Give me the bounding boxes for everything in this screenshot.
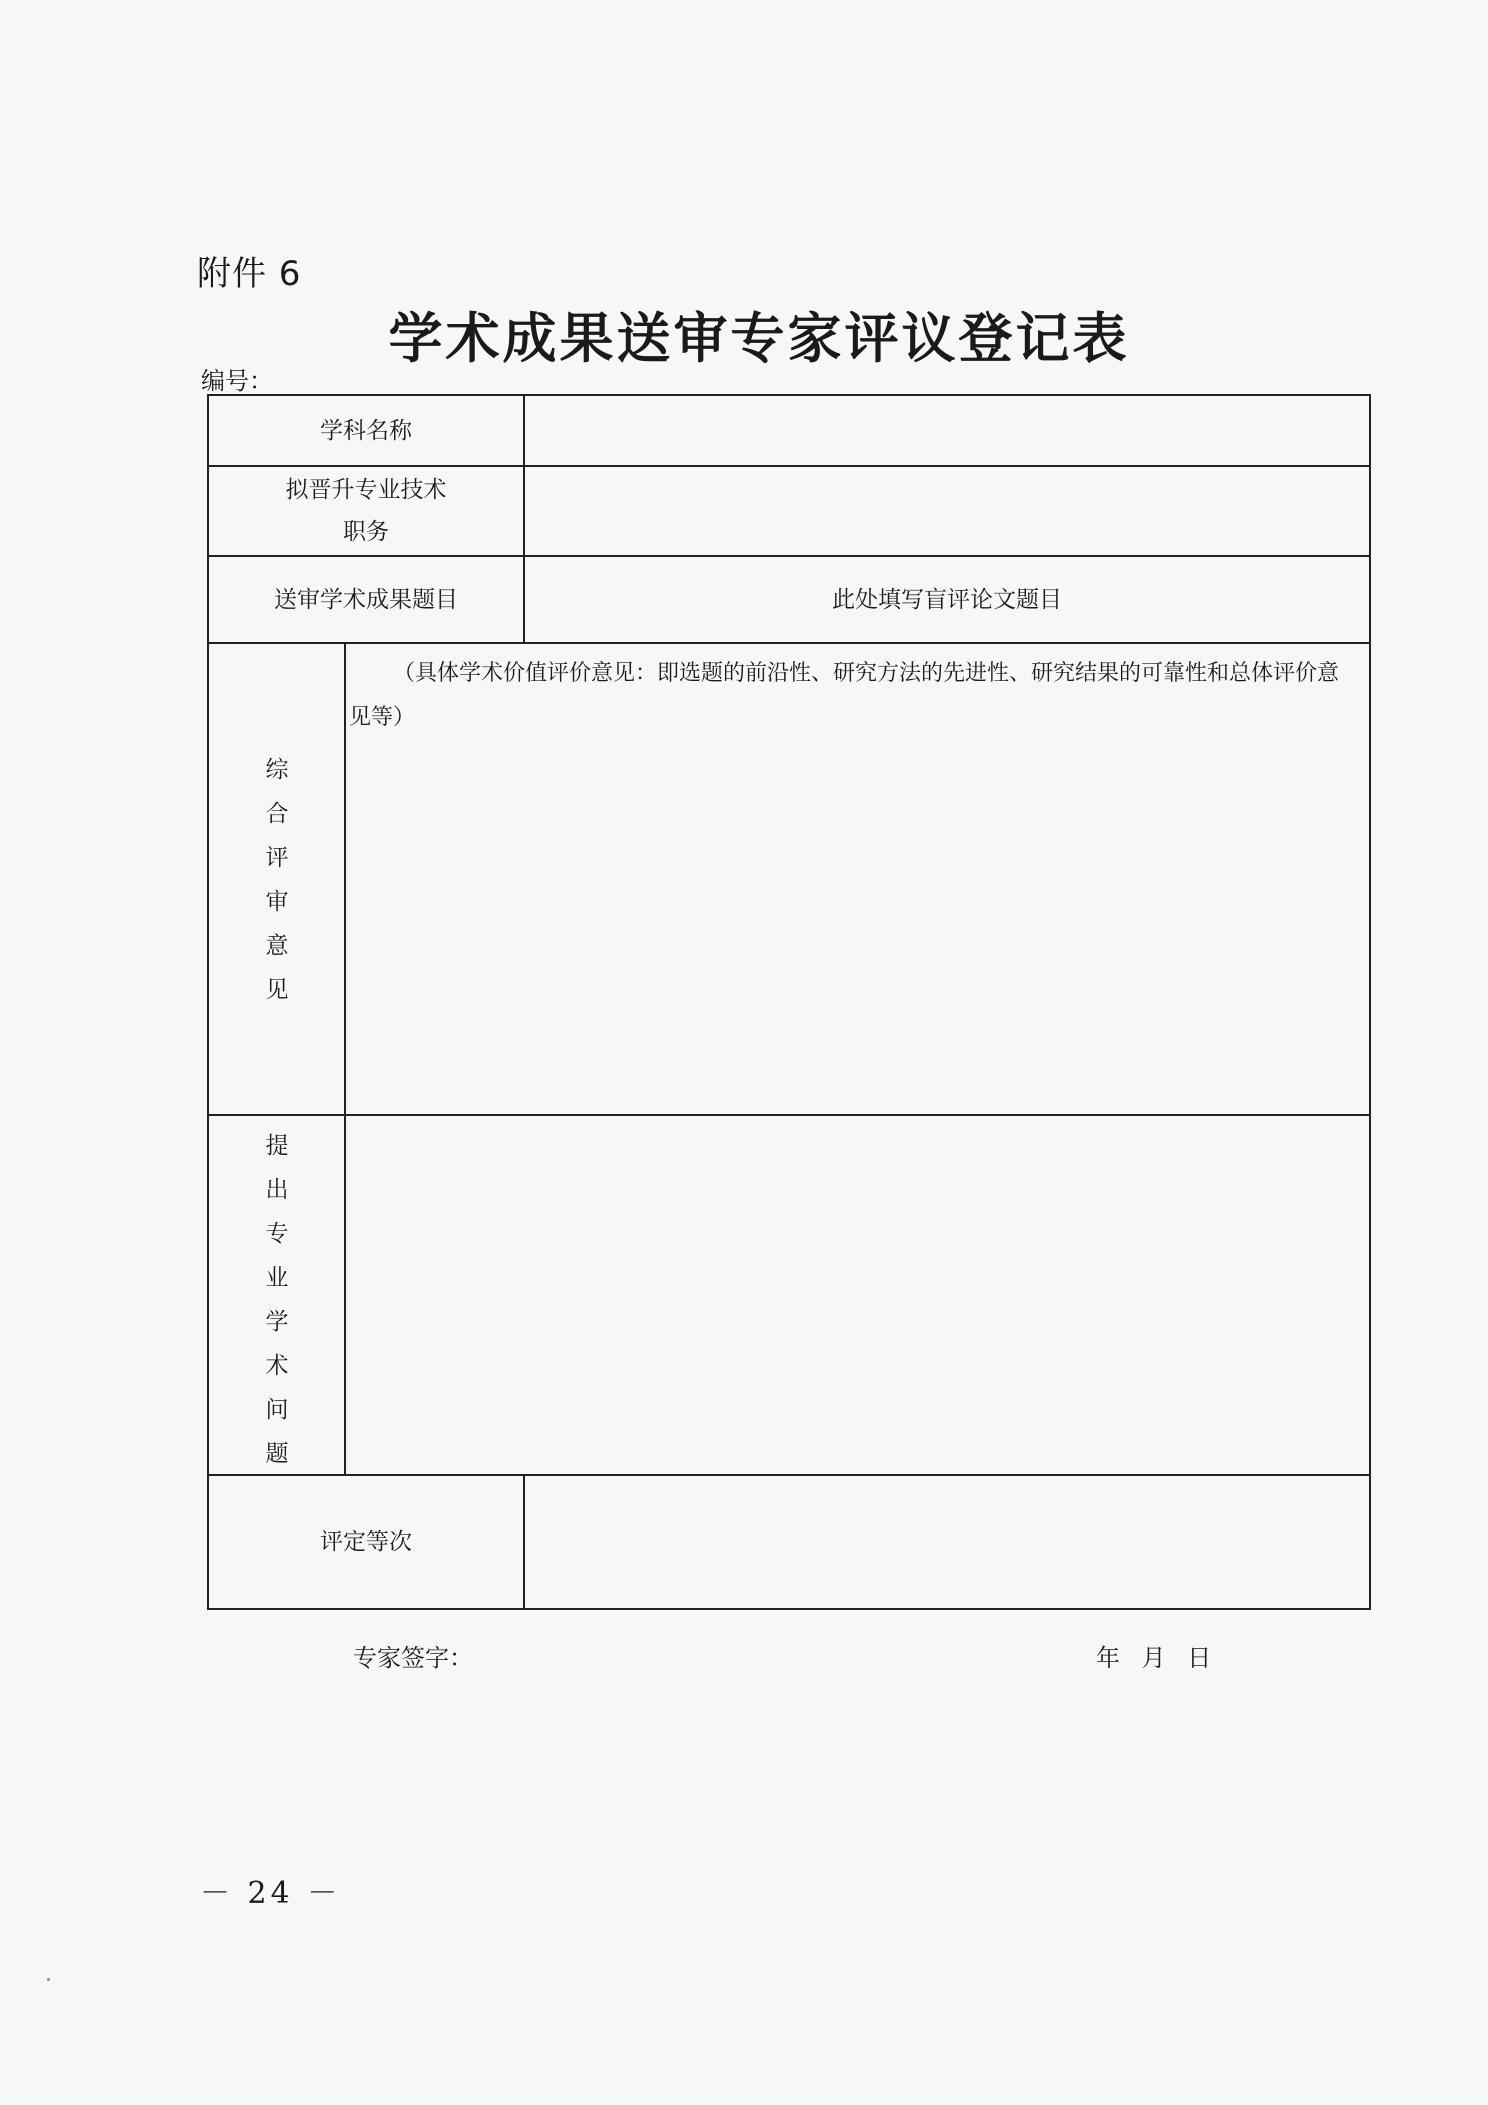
review-label-char: 见 <box>265 977 289 1003</box>
subject-field[interactable] <box>525 396 1369 465</box>
page-number: － 24 － <box>200 1876 342 1911</box>
review-opinion-label <box>252 748 302 1012</box>
work-title-field[interactable]: 此处填写盲评论文题目 <box>832 586 1062 613</box>
date-label: 年 月 日 <box>1096 1644 1212 1672</box>
position-label-line1: 拟晋升专业技术 <box>285 477 447 503</box>
review-opinion-field[interactable] <box>346 644 1369 1114</box>
issues-label-char: 问 <box>265 1397 289 1423</box>
review-form-table <box>207 394 1371 1610</box>
form-title: 学术成果送审专家评议登记表 <box>388 306 1130 370</box>
review-label-char: 合 <box>265 801 289 827</box>
review-label-char: 意 <box>265 933 289 959</box>
issues-label-char: 题 <box>265 1441 289 1467</box>
grade-label: 评定等次 <box>320 1529 412 1555</box>
attachment-label: 附件 6 <box>197 254 302 294</box>
review-label-char: 审 <box>265 889 289 915</box>
issues-label-char: 学 <box>265 1309 289 1335</box>
scan-speck <box>47 1978 50 1981</box>
grade-field[interactable] <box>525 1476 1369 1608</box>
serial-number-label: 编号： <box>201 367 273 395</box>
position-field[interactable] <box>525 467 1369 555</box>
issues-label-char: 术 <box>265 1353 289 1379</box>
subject-label: 学科名称 <box>320 417 412 444</box>
review-label-char: 综 <box>265 757 289 783</box>
academic-issues-field[interactable] <box>346 1116 1369 1474</box>
expert-signature-label: 专家签字： <box>353 1644 473 1672</box>
issues-label-char: 出 <box>265 1177 289 1203</box>
issues-label-char: 业 <box>265 1265 289 1291</box>
work-title-label: 送审学术成果题目 <box>274 586 458 613</box>
review-opinion-hint: （具体学术价值评价意见：即选题的前沿性、研究方法的先进性、研究结果的可靠性和总体评价意见等） <box>349 661 1340 730</box>
issues-label-char: 提 <box>265 1133 289 1159</box>
position-label <box>209 467 523 555</box>
issues-label-char: 专 <box>265 1221 289 1247</box>
review-label-char: 评 <box>265 845 289 871</box>
academic-issues-label <box>252 1124 302 1476</box>
position-label-line2: 职务 <box>343 519 389 545</box>
